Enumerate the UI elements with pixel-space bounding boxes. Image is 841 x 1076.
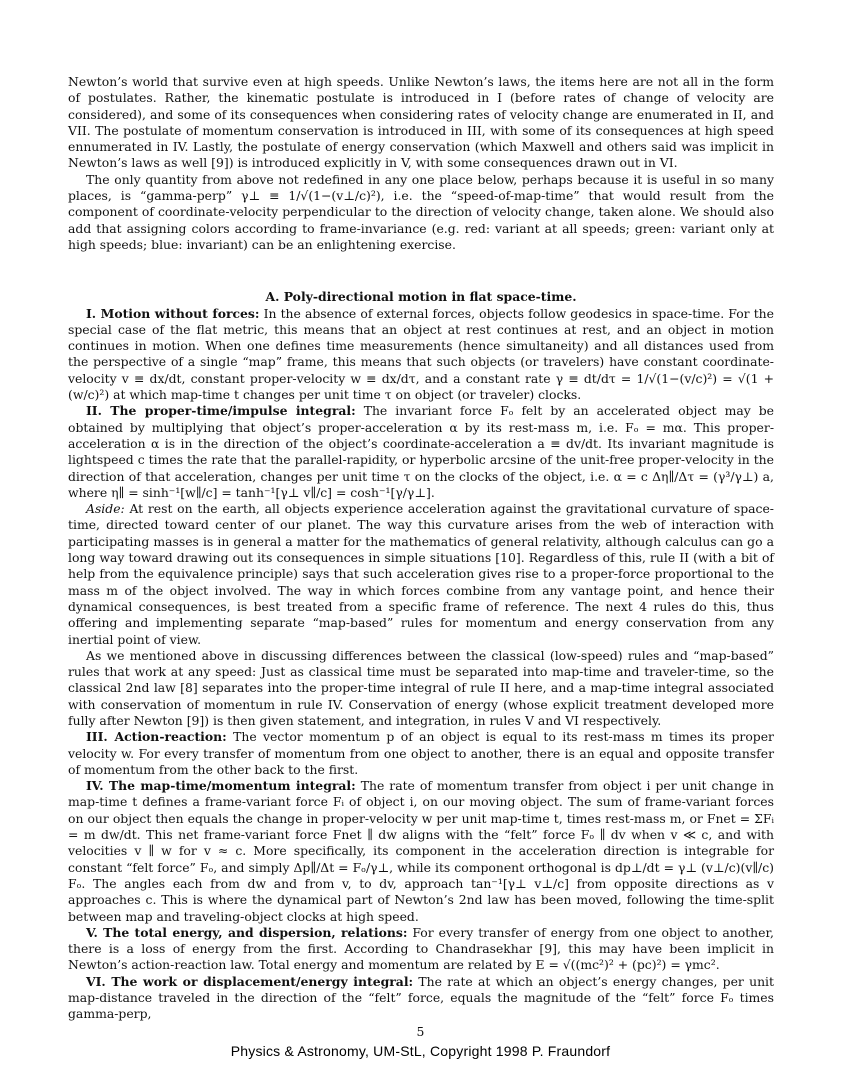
discussion-paragraph: As we mentioned above in discussing differences between the classical (low-speed) rules and “map-based” rules that work at any speed: Just as classical time must be separated into map-time and traveler-time, so the classical 2nd law [8] separates into the proper-time integral of rule II here, and a map-time integral associated with conservation of momentum in rule IV. Conservation of energy (whose explicit treatment developed more fully after Newton [9]) is then given statement, and integration, in rules V and VI respectively. (68, 647, 774, 728)
aside-paragraph (68, 501, 774, 648)
rule-1-heading: I. Motion without forces: (86, 305, 260, 321)
rule-6-paragraph (68, 974, 774, 1023)
page-number: 5 (416, 1024, 425, 1039)
intro-paragraph-2: The only quantity from above not redefined in any one place below, perhaps because it is useful in so many places, is “gamma-perp” γ⊥ ≡ 1/√(1−(v⊥/c)²), i.e. the “speed-of-map-time” that would result from the component of coordinate-velocity perpendicular to the direction of velocity change, taken alone. We should also add that assigning colors according to frame-invariance (e.g. red: variant at all speeds; green: variant only at high speeds; blue: invariant) can be an enlightening exercise. (68, 171, 774, 252)
page-body (68, 74, 774, 1023)
rule-4-heading: IV. The map-time/momentum integral: (86, 778, 356, 794)
rule-5-text: For every transfer of energy from one object to another, there is a loss of energy from the first. According to Chandrasekhar [9], this may have been implicit in Newton’s action-reaction law. Total energy and momentum are related by E = √((mc²)² + (pc)²) = γmc². (68, 924, 774, 973)
intro-paragraph-1: Newton’s world that survive even at high speeds. Unlike Newton’s laws, the items here are not all in the form of postulates. Rather, the kinematic postulate is introduced in I (before rates of change of velocity are considered), and some of its consequences when considering rates of velocity change are enumerated in II, and VII. The postulate of momentum conservation is introduced in III, with some of its consequences at high speed ennumerated in IV. Lastly, the postulate of energy conservation (which Maxwell and others said was implicit in Newton’s laws as well [9]) is introduced explicitly in V, with some consequences drawn out in VI. (68, 74, 774, 171)
rule-2-text: The invariant force Fₒ felt by an accelerated object may be obtained by multiplying that object’s proper-acceleration α by its rest-mass m, i.e. Fₒ = mα. This proper-acceleration α is in the direction of the object’s coordinate-acceleration a ≡ dv/dt. Its invariant magnitude is lightspeed c times the rate that the parallel-rapidity, or hyperbolic arcsine of the unit-free proper-velocity in the direction of that acceleration, changes per unit time τ on the clocks of the object, i.e. α = c Δη∥/Δτ = (γ³/γ⊥) a, where η∥ = sinh⁻¹[w∥/c] = tanh⁻¹[γ⊥ v∥/c] = cosh⁻¹[γ/γ⊥]. (68, 403, 774, 500)
rule-4-paragraph (68, 778, 774, 925)
rule-5-heading: V. The total energy, and dispersion, relations: (86, 924, 408, 940)
rule-3-text: The vector momentum p of an object is equal to its rest-mass m times its proper velocity w. For every transfer of momentum from one object to another, there is an equal and opposite transfer of momentum from the other back to the first. (68, 729, 774, 777)
rule-4-text: The rate of momentum transfer from object i per unit change in map-time t defines a frame-variant force Fᵢ of object i, on our moving object. The sum of frame-variant forces on our object then equals the change in proper-velocity w per unit map-time t, times rest-mass m, or Fnet = ΣFᵢ = m dw/dt. This net frame-variant force Fnet ∥ dw aligns with the “felt” force Fₒ ∥ dv when v ≪ c, and with velocities v ∥ w for v ≈ c. More specifically, its component in the acceleration direction is integrable for constant “felt force” Fₒ, and simply Δp∥/Δt = Fₒ/γ⊥, while its component orthogonal is dp⊥/dt = γ⊥ (v⊥/c)(v∥/c) Fₒ. The angles each from dw and from v, to dv, approach tan⁻¹[γ⊥ v⊥/c] from opposite directions as v approaches c. This is where the dynamical part of Newton’s 2nd law has been moved, following the time-split between map and traveling-object clocks at high speed. (68, 778, 774, 924)
section-title: A. Poly-directional motion in flat space-time. (265, 289, 577, 305)
aside-heading: Aside: (86, 501, 125, 517)
aside-text: At rest on the earth, all objects experience acceleration against the gravitational curvature of space-time, directed toward center of our planet. The way this curvature arises from the web of interaction with participating masses is in general a matter for the mathematics of general relativity, although calculus can go a long way toward drawing out its consequences in simple situations [10]. Regardless of this, rule II (with a bit of help from the equivalence principle) says that such acceleration gives rise to a proper-force proportional to the mass m of the object involved. The way in which forces combine from any vantage point, and hence their dynamical consequences, is best treated from a specific frame of reference. The next 4 rules do this, thus offering and implementing separate “map-based” rules for momentum and energy conservation from any inertial point of view. (68, 501, 774, 647)
rule-3-heading: III. Action-reaction: (86, 729, 227, 745)
rule-5-paragraph (68, 925, 774, 974)
rule-2-heading: II. The proper-time/impulse integral: (86, 403, 356, 419)
rule-6-heading: VI. The work or displacement/energy integral: (86, 973, 414, 989)
rule-2-paragraph (68, 403, 774, 501)
footer-credit: Physics & Astronomy, UM-StL, Copyright 1998 P. Fraundorf (230, 1043, 611, 1059)
section-gap (68, 253, 774, 289)
rule-3-paragraph (68, 729, 774, 778)
rule-1-text: In the absence of external forces, objects follow geodesics in space-time. For the special case of the flat metric, this means that an object at rest continues at rest, and an object in motion continues in motion. When one defines time measurements (hence simultaneity) and all distances used from the perspective of a single “map” frame, this means that such objects (or travelers) have constant coordinate-velocity v ≡ dx/dt, constant proper-velocity w ≡ dx/dτ, and a constant rate γ ≡ dt/dτ = 1/√(1−(v/c)²) = √(1 + (w/c)²) at which map-time t changes per unit time τ on object (or traveler) clocks. (68, 305, 774, 403)
rule-1-paragraph (68, 306, 774, 404)
rule-6-text: The rate at which an object’s energy changes, per unit map-distance traveled in the direction of the “felt” force, equals the magnitude of the “felt” force Fₒ times gamma-perp, (68, 973, 774, 1022)
